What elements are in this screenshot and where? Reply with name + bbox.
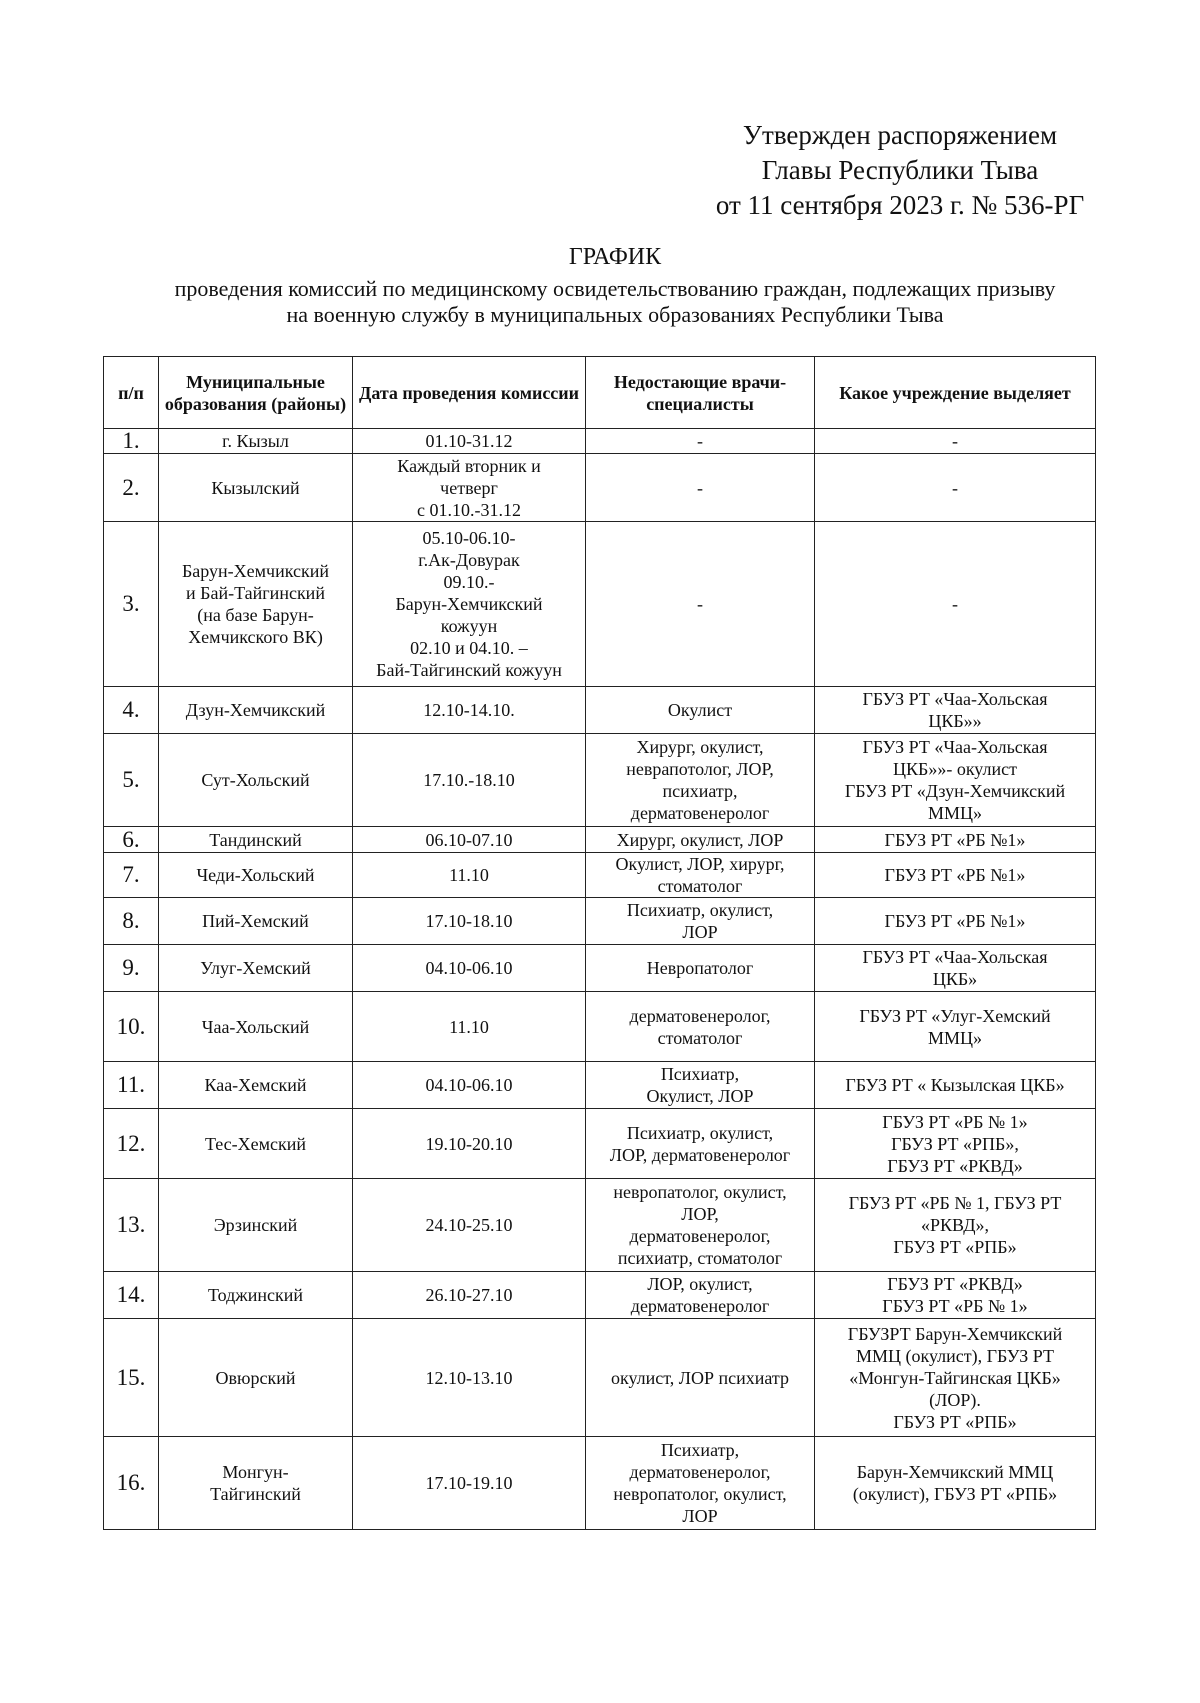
cell-specialists: - (586, 454, 815, 522)
cell-municipality: Барун-Хемчикский и Бай-Тайгинский (на базе Барун- Хемчикского ВК) (159, 522, 353, 687)
header-institution: Какое учреждение выделяет (815, 357, 1096, 429)
cell-num: 16. (104, 1437, 159, 1530)
cell-institution: ГБУЗ РТ «РБ № 1, ГБУЗ РТ «РКВД», ГБУЗ РТ «РПБ» (815, 1179, 1096, 1272)
cell-institution: ГБУЗ РТ «РКВД» ГБУЗ РТ «РБ № 1» (815, 1272, 1096, 1319)
cell-municipality: Улуг-Хемский (159, 945, 353, 992)
approval-line-2: Главы Республики Тыва (761, 155, 1039, 185)
cell-specialists: Психиатр, окулист, ЛОР (586, 898, 815, 945)
cell-specialists: Окулист (586, 687, 815, 734)
cell-date: 05.10-06.10- г.Ак-Довурак 09.10.- Барун-Хемчикский кожуун 02.10 и 04.10. – Бай-Тайгинский кожуун (353, 522, 586, 687)
cell-municipality: Кызылский (159, 454, 353, 522)
approval-line-3: от 11 сентября 2023 г. № 536-РГ (715, 190, 1085, 220)
cell-institution: ГБУЗ РТ «Чаа-Хольская ЦКБ» (815, 945, 1096, 992)
cell-institution: ГБУЗ РТ «Улуг-Хемский ММЦ» (815, 992, 1096, 1062)
cell-num: 9. (104, 945, 159, 992)
document-title: ГРАФИК (568, 244, 662, 270)
table-row (104, 945, 1096, 992)
table-row (104, 687, 1096, 734)
header-municipality: Муниципальные образования (районы) (159, 357, 353, 429)
cell-date: Каждый вторник и четверг с 01.10.-31.12 (353, 454, 586, 522)
header-specialists: Недостающие врачи-специалисты (586, 357, 815, 429)
cell-specialists: Окулист, ЛОР, хирург, стоматолог (586, 853, 815, 898)
subtitle-line-1: проведения комиссий по медицинскому освидетельствованию граждан, подлежащих призыву (174, 276, 1056, 301)
cell-institution: ГБУЗ РТ «РБ №1» (815, 898, 1096, 945)
cell-specialists: ЛОР, окулист, дерматовенеролог (586, 1272, 815, 1319)
cell-date: 17.10.-18.10 (353, 734, 586, 827)
cell-date: 01.10-31.12 (353, 429, 586, 454)
table-row (104, 1109, 1096, 1179)
cell-specialists: окулист, ЛОР психиатр (586, 1319, 815, 1437)
cell-specialists: - (586, 522, 815, 687)
subtitle-line-2: на военную службу в муниципальных образованиях Республики Тыва (286, 302, 944, 327)
table-row (104, 1437, 1096, 1530)
cell-institution: Барун-Хемчикский ММЦ (окулист), ГБУЗ РТ «РПБ» (815, 1437, 1096, 1530)
cell-specialists: Психиатр, Окулист, ЛОР (586, 1062, 815, 1109)
cell-institution: - (815, 429, 1096, 454)
cell-specialists: дерматовенеролог, стоматолог (586, 992, 815, 1062)
cell-institution: ГБУЗ РТ «РБ № 1» ГБУЗ РТ «РПБ», ГБУЗ РТ «РКВД» (815, 1109, 1096, 1179)
cell-date: 11.10 (353, 853, 586, 898)
cell-num: 13. (104, 1179, 159, 1272)
cell-municipality: Тандинский (159, 827, 353, 853)
cell-municipality: Эрзинский (159, 1179, 353, 1272)
cell-municipality: Пий-Хемский (159, 898, 353, 945)
header-date: Дата проведения комиссии (353, 357, 586, 429)
table-row (104, 454, 1096, 522)
cell-date: 17.10-19.10 (353, 1437, 586, 1530)
cell-date: 24.10-25.10 (353, 1179, 586, 1272)
header-row (104, 357, 1096, 429)
cell-specialists: Хирург, окулист, неврапотолог, ЛОР, психиатр, дерматовенеролог (586, 734, 815, 827)
cell-institution: ГБУЗ РТ « Кызылская ЦКБ» (815, 1062, 1096, 1109)
header-num: п/п (104, 357, 159, 429)
cell-num: 11. (104, 1062, 159, 1109)
table-row (104, 992, 1096, 1062)
cell-date: 12.10-13.10 (353, 1319, 586, 1437)
cell-municipality: Каа-Хемский (159, 1062, 353, 1109)
cell-date: 17.10-18.10 (353, 898, 586, 945)
cell-date: 19.10-20.10 (353, 1109, 586, 1179)
cell-municipality: Чеди-Хольский (159, 853, 353, 898)
table-row (104, 522, 1096, 687)
cell-date: 26.10-27.10 (353, 1272, 586, 1319)
cell-institution: ГБУЗ РТ «РБ №1» (815, 827, 1096, 853)
cell-specialists: Хирург, окулист, ЛОР (586, 827, 815, 853)
cell-num: 1. (104, 429, 159, 454)
cell-num: 3. (104, 522, 159, 687)
cell-num: 7. (104, 853, 159, 898)
cell-num: 14. (104, 1272, 159, 1319)
table-row (104, 734, 1096, 827)
cell-municipality: Овюрский (159, 1319, 353, 1437)
approval-stamp (700, 118, 1100, 223)
table-row (104, 827, 1096, 853)
cell-institution: ГБУЗ РТ «Чаа-Хольская ЦКБ»»- окулист ГБУЗ РТ «Дзун-Хемчикский ММЦ» (815, 734, 1096, 827)
cell-num: 15. (104, 1319, 159, 1437)
cell-num: 6. (104, 827, 159, 853)
cell-date: 04.10-06.10 (353, 945, 586, 992)
cell-date: 12.10-14.10. (353, 687, 586, 734)
cell-specialists: Невропатолог (586, 945, 815, 992)
table-row (104, 429, 1096, 454)
table-row (104, 1179, 1096, 1272)
cell-institution: - (815, 522, 1096, 687)
cell-institution: - (815, 454, 1096, 522)
table-row (104, 1319, 1096, 1437)
cell-num: 8. (104, 898, 159, 945)
table-row (104, 1272, 1096, 1319)
cell-specialists: невропатолог, окулист, ЛОР, дерматовенеролог, психиатр, стоматолог (586, 1179, 815, 1272)
cell-num: 12. (104, 1109, 159, 1179)
cell-municipality: Тоджинский (159, 1272, 353, 1319)
cell-num: 4. (104, 687, 159, 734)
document-subtitle (100, 276, 1130, 328)
table-row (104, 898, 1096, 945)
cell-num: 2. (104, 454, 159, 522)
cell-municipality: Чаа-Хольский (159, 992, 353, 1062)
cell-num: 10. (104, 992, 159, 1062)
cell-date: 11.10 (353, 992, 586, 1062)
cell-municipality: г. Кызыл (159, 429, 353, 454)
cell-specialists: Психиатр, дерматовенеролог, невропатолог, окулист, ЛОР (586, 1437, 815, 1530)
cell-municipality: Тес-Хемский (159, 1109, 353, 1179)
table-row (104, 853, 1096, 898)
cell-date: 04.10-06.10 (353, 1062, 586, 1109)
approval-line-1: Утвержден распоряжением (742, 120, 1058, 150)
cell-date: 06.10-07.10 (353, 827, 586, 853)
table-body (104, 429, 1096, 1530)
schedule-table (103, 356, 1096, 1530)
cell-institution: ГБУЗ РТ «РБ №1» (815, 853, 1096, 898)
cell-specialists: - (586, 429, 815, 454)
cell-municipality: Монгун- Тайгинский (159, 1437, 353, 1530)
cell-num: 5. (104, 734, 159, 827)
cell-municipality: Сут-Хольский (159, 734, 353, 827)
cell-specialists: Психиатр, окулист, ЛОР, дерматовенеролог (586, 1109, 815, 1179)
table-row (104, 1062, 1096, 1109)
cell-institution: ГБУЗРТ Барун-Хемчикский ММЦ (окулист), ГБУЗ РТ «Монгун-Тайгинская ЦКБ» (ЛОР). ГБУЗ РТ «РПБ» (815, 1319, 1096, 1437)
cell-municipality: Дзун-Хемчикский (159, 687, 353, 734)
cell-institution: ГБУЗ РТ «Чаа-Хольская ЦКБ»» (815, 687, 1096, 734)
